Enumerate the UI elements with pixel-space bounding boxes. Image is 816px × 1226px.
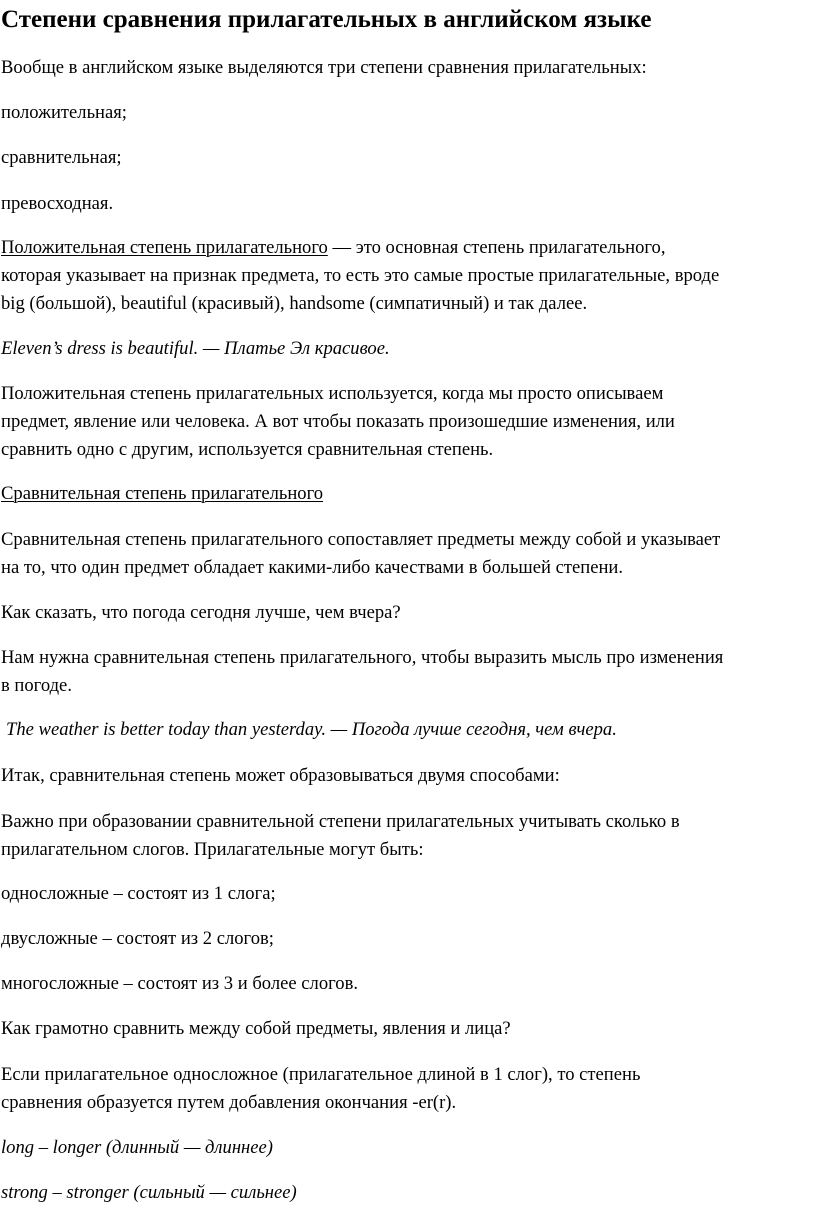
syllable-importance-line2: прилагательном слогов. Прилагательные могут быть: [1,839,424,860]
intro-paragraph: Вообще в английском языке выделяются три степени сравнения прилагательных: [1,57,647,78]
how-compare-question: Как грамотно сравнить между собой предметы, явления и лица? [1,1018,511,1039]
positive-usage-paragraph [1,380,816,464]
monosyllabic-rule-line2: сравнения образуется путем добавления окончания -er(r). [1,1092,457,1113]
syllable-importance-paragraph [1,808,816,864]
comparative-need-line1: Нам нужна сравнительная степень прилагательного, чтобы выразить мысль про изменения [1,647,724,668]
comparative-need-paragraph [1,644,816,700]
syllable-item-one: односложные – состоят из 1 слога; [1,883,276,904]
page-title: Степени сравнения прилагательных в английском языке [1,6,652,33]
positive-definition-paragraph [1,234,816,318]
positive-usage-line3: сравнить одно с другим, используется сравнительная степень. [1,439,494,460]
positive-usage-line2: предмет, явление или человека. А вот чтобы показать произошедшие изменения, или [1,411,675,432]
comparative-degree-link[interactable]: Сравнительная степень прилагательного [1,483,324,504]
example-long: long – longer (длинный — длиннее) [1,1137,273,1158]
positive-example: Eleven’s dress is beautiful. — Платье Эл красивое. [1,338,390,359]
positive-definition-line2: которая указывает на признак предмета, то есть это самые простые прилагательные, вроде [1,265,720,286]
syllable-item-many: многосложные – состоят из 3 и более слогов. [1,973,359,994]
positive-definition-line1: — это основная степень прилагательного, [327,237,666,258]
syllable-item-two: двусложные – состоят из 2 слогов; [1,928,274,949]
example-strong: strong – stronger (сильный — сильнее) [1,1182,297,1203]
comparative-definition-line2: на то, что один предмет обладает какими-либо качествами в большей степени. [1,557,623,578]
positive-degree-link[interactable]: Положительная степень прилагательного [1,237,328,258]
positive-definition-line3: big (большой), beautiful (красивый), handsome (симпатичный) и так далее. [1,293,588,314]
syllable-importance-line1: Важно при образовании сравнительной степени прилагательных учитывать сколько в [1,811,680,832]
comparative-example: The weather is better today than yesterday. — Погода лучше сегодня, чем вчера. [6,719,617,740]
positive-usage-line1: Положительная степень прилагательных используется, когда мы просто описываем [1,383,664,404]
degree-item-superlative: превосходная. [1,193,114,214]
comparative-definition-paragraph [1,526,816,582]
comparative-ways: Итак, сравнительная степень может образовываться двумя способами: [1,765,560,786]
comparative-definition-line1: Сравнительная степень прилагательного сопоставляет предметы между собой и указывает [1,529,721,550]
comparative-need-line2: в погоде. [1,675,72,696]
degree-item-comparative: сравнительная; [1,147,122,168]
monosyllabic-rule-paragraph [1,1061,816,1117]
weather-question: Как сказать, что погода сегодня лучше, чем вчера? [1,602,401,623]
comparative-heading [1,480,816,508]
degree-item-positive: положительная; [1,102,127,123]
monosyllabic-rule-line1: Если прилагательное односложное (прилагательное длиной в 1 слог), то степень [1,1064,641,1085]
